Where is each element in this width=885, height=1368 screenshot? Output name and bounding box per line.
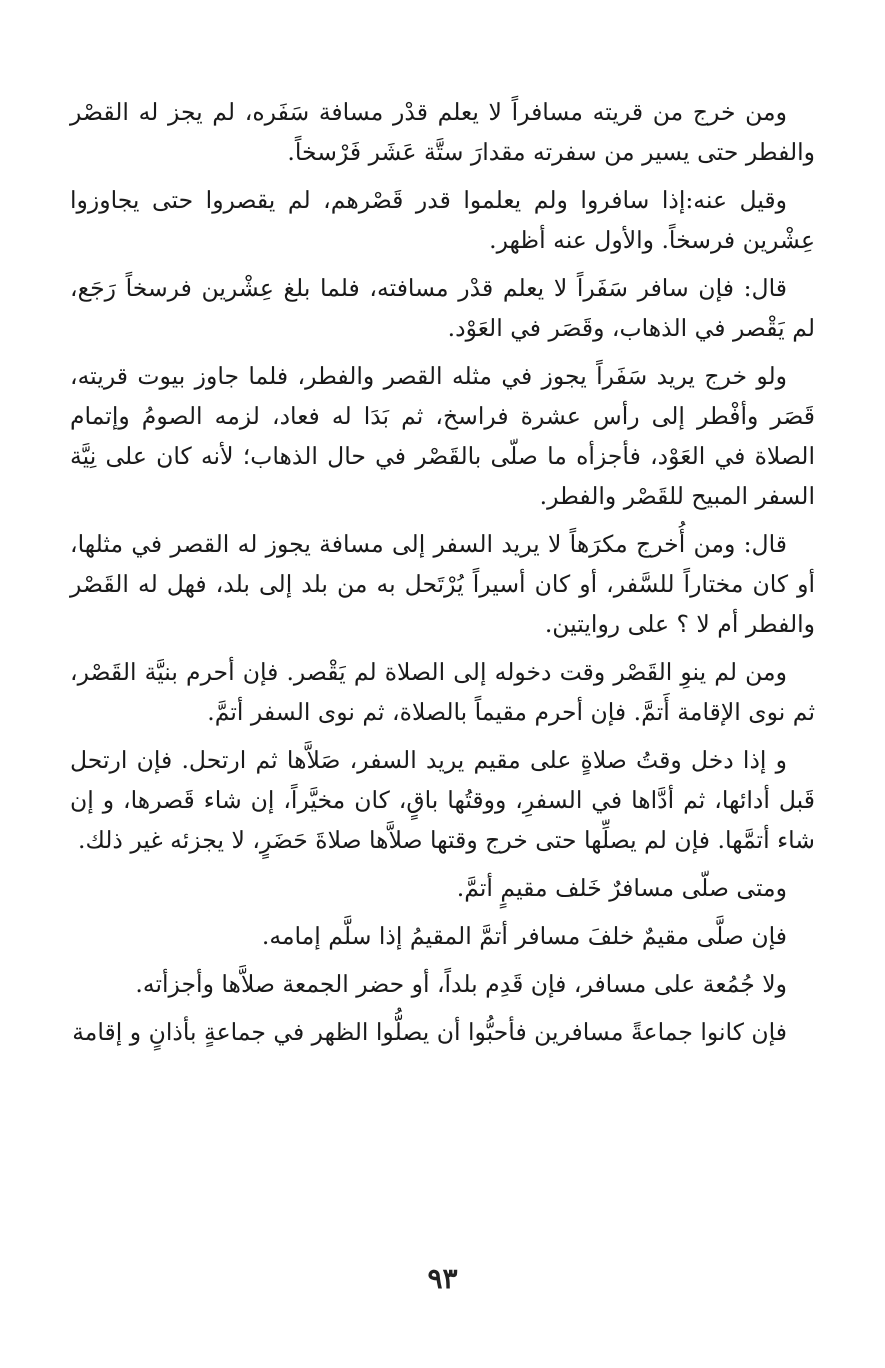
paragraph-2: وقيل عنه:إذا سافروا ولم يعلموا قدر قَصْرهم، لم يقصروا حتى يجاوزوا عِشْرين فرسخاً. والأول عنه أظهر.: [70, 186, 815, 254]
paragraph-3: قال: فإن سافر سَفَراً لا يعلم قدْر مسافته، فلما بلغ عِشْرين فرسخاً رَجَع، لم يَقْصر في الذهاب، وقَصَر في العَوْد.: [70, 274, 815, 342]
paragraph-10: ولا جُمُعة على مسافر، فإن قَدِم بلداً، أو حضر الجمعة صلاَّها وأجزأته.: [135, 970, 787, 998]
paragraph-11: فإن كانوا جماعةً مسافرين فأحبُّوا أن يصلُّوا الظهر في جماعةٍ بأذانٍ و إقامة: [72, 1018, 787, 1046]
paragraph-6: ومن لم ينوِ القَصْر وقت دخوله إلى الصلاة لم يَقْصر. فإن أحرم بنيَّة القَصْر، ثم نوى الإقامة أَتمَّ. فإن أحرم مقيماً بالصلاة، ثم نوى السفر أتمَّ.: [70, 658, 815, 726]
paragraph-7: و إذا دخل وقتُ صلاةٍ على مقيم يريد السفر، صَلاَّها ثم ارتحل. فإن ارتحل قَبل أدائها، ثم أدَّاها في السفرِ، ووقتُها باقٍ، كان مخيَّراً، إن شاء قَصرها، و إن شاء أتمَّها. فإن لم يصلِّها حتى خرج وقتها صلاَّها صلاةَ حَضَرٍ، لا يجزئه غير ذلك.: [70, 746, 815, 854]
paragraph-4: ولو خرج يريد سَفَراً يجوز في مثله القصر والفطر، فلما جاوز بيوت قريته، قَصَر وأفْطر إلى رأس عشرة فراسخ، ثم بَدَا له فعاد، لزمه الصومُ وإتمام الصلاة في العَوْد، فأجزأه ما صلّى بالقَصْر في حال الذهاب؛ لأنه كان على نِيَّة السفر المبيح للقَصْر والفطر.: [70, 362, 815, 510]
page-number: ٩٣: [427, 1262, 458, 1295]
paragraph-8: ومتى صلّى مسافرٌ خَلف مقيمٍ أتمَّ.: [456, 874, 787, 902]
paragraph-5: قال: ومن أُخرج مكرَهاً لا يريد السفر إلى مسافة يجوز له القصر في مثلها، أو كان مختاراً للسَّفر، أو كان أسيراً يُرْتَحل به من بلد إلى بلد، فهل له القَصْر والفطر أم لا ؟ على روايتين.: [70, 530, 815, 638]
paragraph-1: ومن خرج من قريته مسافراً لا يعلم قدْر مسافة سَفَره، لم يجز له القصْر والفطر حتى يسير من سفرته مقدارَ ستَّة عَشَر فَرْسخاً.: [70, 98, 815, 166]
document-page: [70, 92, 815, 1242]
paragraph-9: فإن صلَّى مقيمٌ خلفَ مسافر أتمَّ المقيمُ إذا سلَّم إمامه.: [261, 922, 787, 950]
